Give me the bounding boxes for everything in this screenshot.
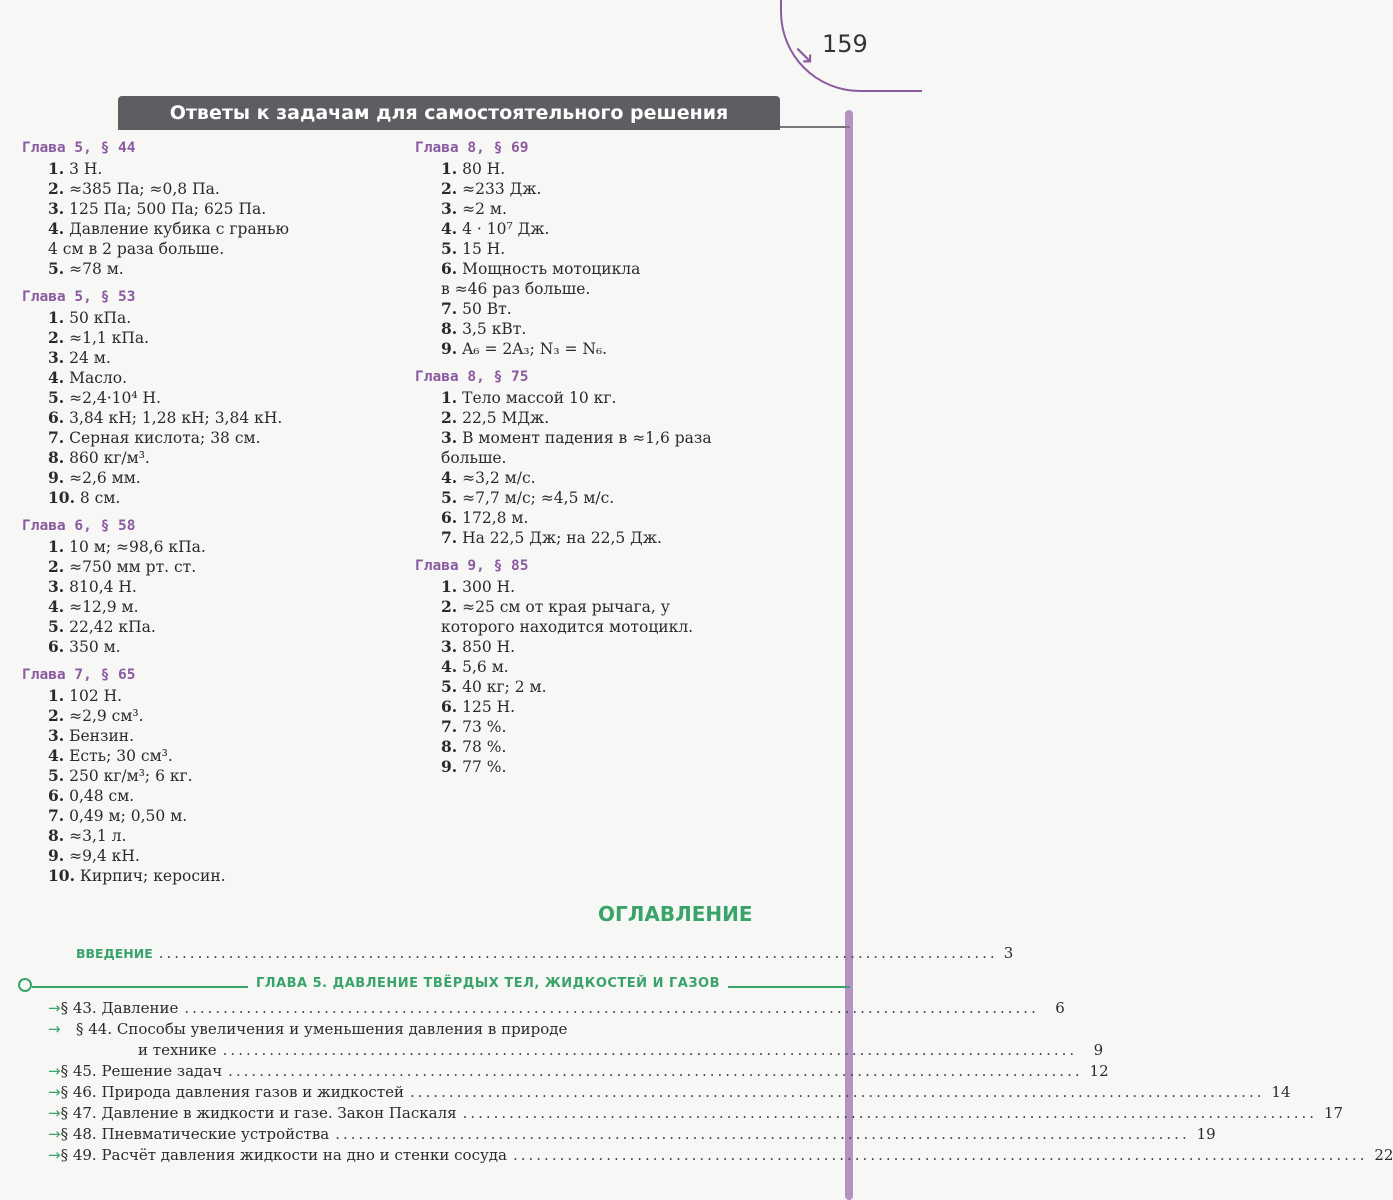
answer-text: 50 кПа.: [64, 309, 132, 327]
toc-intro-row[interactable]: [76, 944, 1014, 962]
answer-text-continued: которого находится мотоцикл.: [441, 618, 694, 636]
answer-text: 860 кг/м³.: [64, 449, 150, 467]
answer-number: 1.: [48, 159, 65, 178]
answer-item: [415, 657, 835, 677]
answer-number: 8.: [441, 319, 458, 338]
answer-number: 5.: [48, 617, 65, 636]
answer-text: 77 %.: [457, 758, 507, 776]
toc-entry[interactable]: [48, 1103, 1344, 1124]
answer-number: 6.: [48, 637, 65, 656]
dot-leader: ..............................................................................................................: [410, 1083, 1265, 1101]
answer-item: [22, 786, 402, 806]
answer-number: 10.: [48, 488, 75, 507]
answer-number: 1.: [441, 159, 458, 178]
answer-number: 8.: [48, 826, 65, 845]
answer-text: 0,48 см.: [64, 787, 135, 805]
answer-number: 7.: [441, 717, 458, 736]
answer-item: [415, 179, 835, 199]
answer-number: 2.: [441, 179, 458, 198]
answer-item: [22, 637, 402, 657]
answer-item: [22, 537, 402, 557]
answer-item: [22, 488, 402, 508]
toc-intro-label: ВВЕДЕНИЕ: [76, 946, 153, 961]
dot-leader: ............................................................................................................: [158, 944, 998, 962]
page-edge-decoration: [845, 110, 853, 1200]
answer-number: 5.: [441, 677, 458, 696]
answer-number: 9.: [441, 339, 458, 358]
answer-item: [22, 577, 402, 597]
answer-number: 3.: [48, 577, 65, 596]
answer-text: ≈2,6 мм.: [64, 469, 141, 487]
answer-number: 1.: [441, 577, 458, 596]
answer-number: 6.: [441, 697, 458, 716]
answer-number: 5.: [48, 259, 65, 278]
arrow-right-icon: →: [48, 1146, 61, 1164]
answer-item: [415, 468, 835, 488]
answer-item: [22, 766, 402, 786]
answer-number: 2.: [441, 597, 458, 616]
answer-item: [22, 746, 402, 766]
answer-number: 3.: [441, 428, 458, 447]
answer-number: 10.: [48, 866, 75, 885]
answer-text: ≈2 м.: [457, 200, 507, 218]
answer-text: На 22,5 Дж; на 22,5 Дж.: [457, 529, 662, 547]
answer-text: ≈7,7 м/с; ≈4,5 м/с.: [457, 489, 615, 507]
answer-number: 8.: [441, 737, 458, 756]
answers-right-column: [415, 138, 835, 777]
answer-text: Давление кубика с гранью: [64, 220, 289, 238]
answer-number: 6.: [48, 786, 65, 805]
answer-text-continued: больше.: [441, 449, 507, 467]
answer-number: 1.: [48, 686, 65, 705]
answer-item: [22, 557, 402, 577]
answer-number: 2.: [48, 179, 65, 198]
arrow-right-icon: →: [48, 1083, 61, 1101]
answer-text: Есть; 30 см³.: [64, 747, 173, 765]
answer-item: [22, 219, 402, 239]
answer-text: A₆ = 2A₃; N₃ = N₆.: [457, 340, 608, 358]
answer-number: 6.: [441, 508, 458, 527]
answer-text: Кирпич; керосин.: [74, 867, 226, 885]
answer-item: [22, 706, 402, 726]
answer-item: [22, 726, 402, 746]
toc-entry-title: § 45. Решение задач: [60, 1062, 223, 1080]
answer-item: [22, 846, 402, 866]
answer-item: [22, 428, 402, 448]
toc-chapter-label: ГЛАВА 5. ДАВЛЕНИЕ ТВЁРДЫХ ТЕЛ, ЖИДКОСТЕЙ И ГАЗОВ: [248, 976, 728, 991]
toc-entry[interactable]: [48, 1061, 1109, 1082]
toc-entry[interactable]: [48, 1082, 1291, 1103]
answer-item: [415, 388, 835, 408]
answer-text: 22,5 МДж.: [457, 409, 550, 427]
answer-number: 4.: [48, 368, 65, 387]
answer-text: ≈3,2 м/с.: [457, 469, 536, 487]
answer-chapter-heading: Глава 6, § 58: [22, 518, 136, 534]
toc-title: ОГЛАВЛЕНИЕ: [598, 902, 753, 926]
answer-item: [415, 637, 835, 657]
toc-entry-page: 14: [1271, 1083, 1291, 1101]
page-number: 159: [822, 30, 868, 58]
toc-chapter-divider: [18, 976, 850, 998]
answers-title: Ответы к задачам для самостоятельного решения: [118, 96, 780, 130]
answer-text: ≈12,9 м.: [64, 598, 139, 616]
answer-text: 172,8 м.: [457, 509, 529, 527]
answer-text: Тело массой 10 кг.: [457, 389, 617, 407]
answer-item: [22, 199, 402, 219]
answer-chapter-heading: Глава 5, § 44: [22, 140, 136, 156]
answer-text: 125 Па; 500 Па; 625 Па.: [64, 200, 267, 218]
answer-item: [415, 717, 835, 737]
answer-text: 40 кг; 2 м.: [457, 678, 547, 696]
answer-text: ≈2,4·10⁴ Н.: [64, 389, 161, 407]
answer-text: 3,5 кВт.: [457, 320, 527, 338]
answer-number: 9.: [441, 757, 458, 776]
answer-number: 3.: [48, 726, 65, 745]
toc-entry[interactable]: [48, 1124, 1216, 1145]
answer-number: 7.: [48, 428, 65, 447]
answer-text: 24 м.: [64, 349, 111, 367]
answer-number: 2.: [48, 706, 65, 725]
toc-entry-title: § 44. Способы увеличения и уменьшения давления в природе: [76, 1020, 568, 1038]
dot-leader: ..............................................................................................................: [222, 1041, 1078, 1059]
answer-item: [22, 308, 402, 328]
answer-text: 3 Н.: [64, 160, 103, 178]
answer-item: [415, 528, 835, 548]
answer-number: 7.: [441, 299, 458, 318]
answer-number: 5.: [441, 488, 458, 507]
answer-text: ≈3,1 л.: [64, 827, 127, 845]
answer-item: [22, 468, 402, 488]
banner-divider: [780, 126, 850, 128]
answer-item: [22, 179, 402, 199]
answer-text: 0,49 м; 0,50 м.: [64, 807, 188, 825]
answer-item: [415, 577, 835, 597]
answer-number: 3.: [441, 637, 458, 656]
toc-list: [48, 998, 1393, 1166]
answer-text: 73 %.: [457, 718, 507, 736]
answer-item: [22, 686, 402, 706]
answer-text: 8 см.: [74, 489, 121, 507]
answer-item: [415, 199, 835, 219]
answer-text: ≈750 мм рт. ст.: [64, 558, 197, 576]
answer-number: 8.: [48, 448, 65, 467]
toc-entry-page: 9: [1093, 1041, 1104, 1059]
answer-text: 22,42 кПа.: [64, 618, 156, 636]
answer-text: Мощность мотоцикла: [457, 260, 641, 278]
answer-item: [22, 368, 402, 388]
answer-item: [415, 677, 835, 697]
toc-entry-title-continued: и технике: [138, 1041, 217, 1059]
answer-text: ≈2,9 см³.: [64, 707, 144, 725]
answer-text: ≈78 м.: [64, 260, 124, 278]
answer-number: 7.: [48, 806, 65, 825]
answer-item: [22, 448, 402, 468]
arrow-right-icon: →: [48, 1062, 61, 1080]
answer-text: Бензин.: [64, 727, 135, 745]
answer-text: 250 кг/м³; 6 кг.: [64, 767, 193, 785]
answer-item: [415, 428, 835, 448]
answer-text: 78 %.: [457, 738, 507, 756]
arrow-right-icon: →: [48, 1020, 61, 1038]
answer-text: ≈233 Дж.: [457, 180, 542, 198]
answer-number: 5.: [48, 766, 65, 785]
answer-chapter-heading: Глава 8, § 69: [415, 140, 529, 156]
answers-left-column: [22, 138, 402, 886]
answer-text: 4 · 10⁷ Дж.: [457, 220, 550, 238]
toc-entry-page: 6: [1055, 999, 1065, 1017]
answer-item: [415, 408, 835, 428]
toc-entry-title: § 49. Расчёт давления жидкости на дно и стенки сосуда: [60, 1146, 507, 1164]
answer-text: 125 Н.: [457, 698, 516, 716]
answer-text: ≈385 Па; ≈0,8 Па.: [64, 180, 220, 198]
answer-item: [415, 319, 835, 339]
dot-leader: ..............................................................................................................: [184, 999, 1039, 1017]
answer-item: [22, 866, 402, 886]
answer-number: 1.: [48, 308, 65, 327]
answer-item: [22, 617, 402, 637]
answer-item: [415, 488, 835, 508]
toc-entry-title: § 46. Природа давления газов и жидкостей: [60, 1083, 404, 1101]
toc-entry-continued[interactable]: [48, 1040, 1104, 1061]
toc-entry-title: § 48. Пневматические устройства: [60, 1125, 330, 1143]
toc-entry[interactable]: [48, 998, 1065, 1019]
answer-item: [415, 299, 835, 319]
answer-number: 4.: [48, 746, 65, 765]
answer-text: 850 Н.: [457, 638, 516, 656]
dot-leader: ..............................................................................................................: [512, 1146, 1368, 1164]
answer-item: [415, 259, 835, 279]
answer-text: 50 Вт.: [457, 300, 512, 318]
answer-number: 5.: [441, 239, 458, 258]
answer-text-continued: 4 см в 2 раза больше.: [48, 240, 225, 258]
answer-number: 1.: [48, 537, 65, 556]
answer-text: ≈1,1 кПа.: [64, 329, 150, 347]
answer-text: 102 Н.: [64, 687, 123, 705]
answer-text: В момент падения в ≈1,6 раза: [457, 429, 712, 447]
answer-item: [415, 737, 835, 757]
answer-item: [22, 328, 402, 348]
answer-text: Серная кислота; 38 см.: [64, 429, 261, 447]
toc-entry[interactable]: [48, 1145, 1393, 1166]
answer-item: [415, 697, 835, 717]
answer-text: 300 Н.: [457, 578, 516, 596]
answer-text-continued: в ≈46 раз больше.: [441, 280, 591, 298]
answer-text: 80 Н.: [457, 160, 506, 178]
answer-number: 2.: [48, 557, 65, 576]
answer-number: 6.: [48, 408, 65, 427]
answer-number: 1.: [441, 388, 458, 407]
toc-entry-title: § 43. Давление: [60, 999, 179, 1017]
answer-text: ≈9,4 кН.: [64, 847, 140, 865]
answer-item: [415, 219, 835, 239]
answer-text: 10 м; ≈98,6 кПа.: [64, 538, 206, 556]
answer-chapter-heading: Глава 9, § 85: [415, 558, 529, 574]
answer-text: 810,4 Н.: [64, 578, 137, 596]
answer-number: 4.: [441, 657, 458, 676]
dot-leader: ..............................................................................................................: [228, 1062, 1083, 1080]
dot-leader: ..............................................................................................................: [335, 1125, 1190, 1143]
answer-number: 3.: [441, 199, 458, 218]
answer-item: [415, 508, 835, 528]
answer-item: [22, 597, 402, 617]
arrow-right-icon: →: [48, 1125, 61, 1143]
answer-number: 2.: [441, 408, 458, 427]
answer-item: [22, 826, 402, 846]
answer-chapter-heading: Глава 5, § 53: [22, 289, 136, 305]
answer-number: 6.: [441, 259, 458, 278]
answer-item: [415, 239, 835, 259]
answer-text: Масло.: [64, 369, 128, 387]
answer-item: [415, 339, 835, 359]
answer-text: 15 Н.: [457, 240, 506, 258]
answer-number: 9.: [48, 846, 65, 865]
answer-number: 3.: [48, 199, 65, 218]
answer-text: ≈25 см от края рычага, у: [457, 598, 670, 616]
toc-entry-page: 17: [1323, 1104, 1344, 1122]
answer-item: [22, 348, 402, 368]
answer-number: 2.: [48, 328, 65, 347]
answer-item: [22, 259, 402, 279]
toc-entry-page: 19: [1196, 1125, 1216, 1143]
answer-text: 350 м.: [64, 638, 121, 656]
dot-leader: ..............................................................................................................: [462, 1104, 1318, 1122]
answer-number: 3.: [48, 348, 65, 367]
answer-item: [22, 388, 402, 408]
answer-chapter-heading: Глава 8, § 75: [415, 369, 529, 385]
answer-number: 4.: [48, 597, 65, 616]
arrow-right-icon: →: [48, 999, 61, 1017]
toc-entry[interactable]: [48, 1019, 764, 1040]
answer-number: 5.: [48, 388, 65, 407]
answer-number: 7.: [441, 528, 458, 547]
answer-number: 4.: [48, 219, 65, 238]
answer-chapter-heading: Глава 7, § 65: [22, 667, 136, 683]
chapter-ring-icon: [18, 978, 32, 992]
answer-text: 5,6 м.: [457, 658, 509, 676]
toc-entry-page: 12: [1089, 1062, 1109, 1080]
answer-item: [22, 806, 402, 826]
answer-number: 4.: [441, 468, 458, 487]
answer-item: [22, 408, 402, 428]
answer-item: [415, 159, 835, 179]
answer-item: [22, 159, 402, 179]
answer-number: 9.: [48, 468, 65, 487]
answer-item: [415, 757, 835, 777]
curved-arrow-icon: ↘: [793, 40, 815, 70]
toc-intro-page: 3: [1003, 944, 1014, 962]
answer-text: 3,84 кН; 1,28 кН; 3,84 кН.: [64, 409, 283, 427]
toc-entry-title: § 47. Давление в жидкости и газе. Закон Паскаля: [60, 1104, 457, 1122]
arrow-right-icon: →: [48, 1104, 61, 1122]
toc-entry-page: 22: [1374, 1146, 1393, 1164]
answer-number: 4.: [441, 219, 458, 238]
answer-item: [415, 597, 835, 617]
